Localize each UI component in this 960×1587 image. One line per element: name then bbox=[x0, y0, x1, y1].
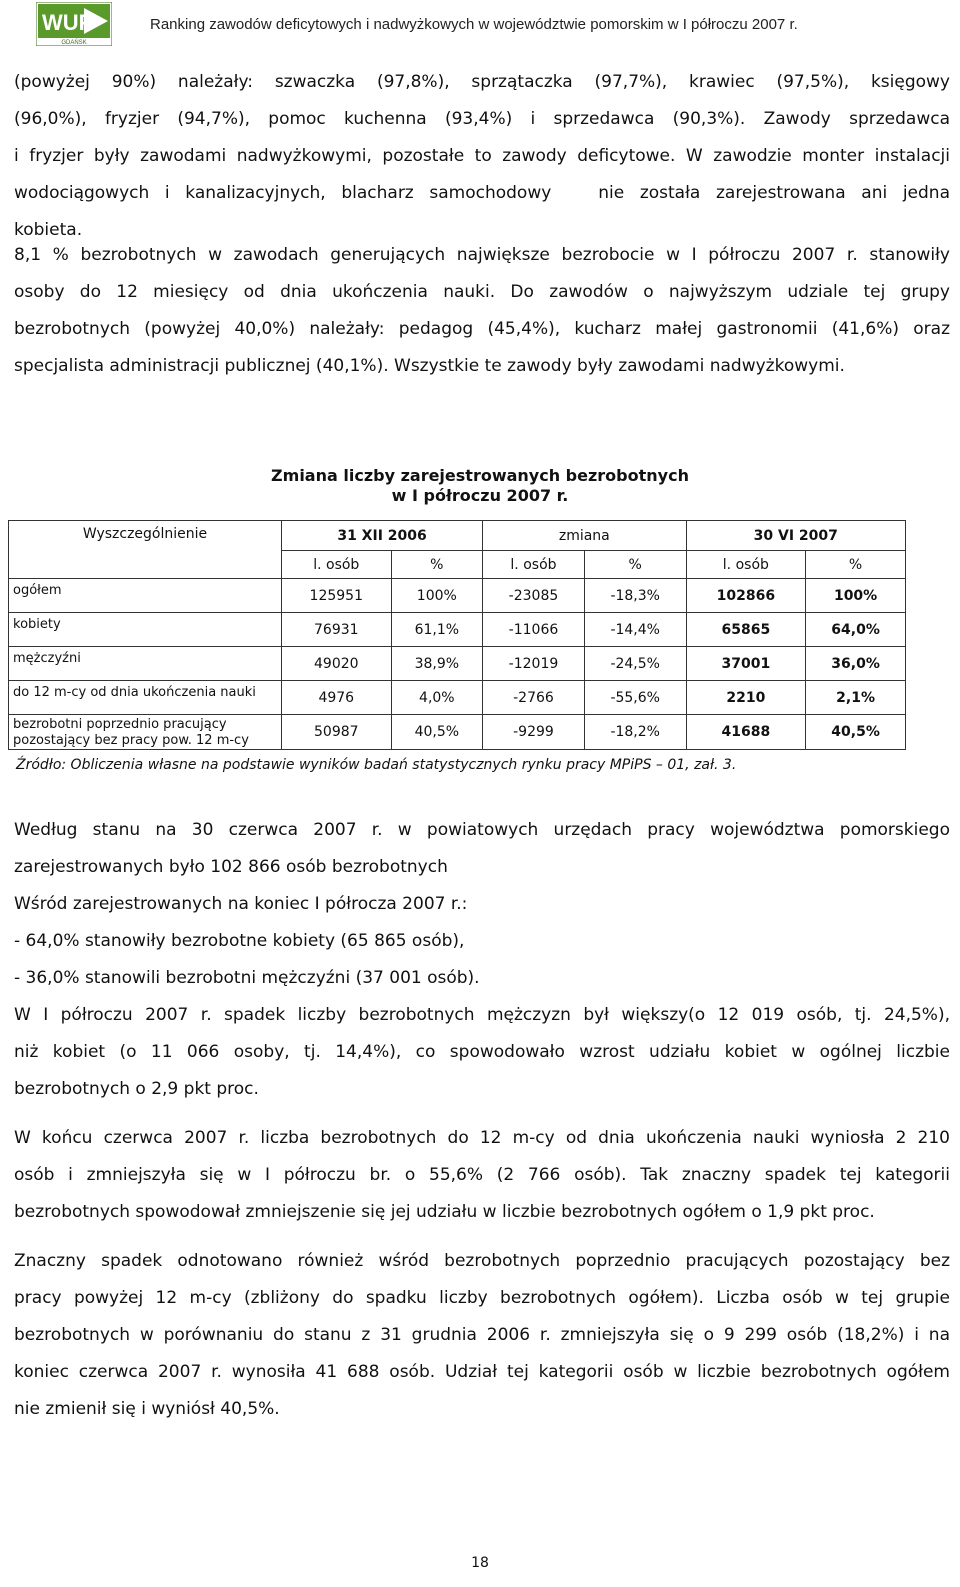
subheader-cell: l. osób bbox=[483, 551, 585, 579]
text-line: (powyżej 90%) należały: szwaczka (97,8%), sprzątaczka (97,7%), krawiec (97,5%), księgowy bbox=[14, 72, 950, 92]
column-header-dec-2006: 31 XII 2006 bbox=[282, 521, 483, 551]
unemployment-table bbox=[8, 520, 906, 750]
text-line: 8,1 % bezrobotnych w zawodach generujących największe bezrobocie w I półroczu 2007 r. stanowiły bbox=[14, 245, 950, 265]
table-cell: -12019 bbox=[483, 647, 585, 681]
text-line: bezrobotnych o 2,9 pkt proc. bbox=[14, 1079, 259, 1099]
row-label: do 12 m-cy od dnia ukończenia nauki bbox=[9, 681, 282, 715]
table-cell: -18,3% bbox=[584, 579, 686, 613]
table-title: Zmiana liczby zarejestrowanych bezrobotnych w I półroczu 2007 r. bbox=[271, 466, 689, 505]
text-line: specjalista administracji publicznej (40,1%). Wszystkie te zawody były zawodami nadwyżkowymi. bbox=[14, 356, 845, 376]
text-line: (96,0%), fryzjer (94,7%), pomoc kuchenna (93,4%) i sprzedawca (90,3%). Zawody sprzedawca bbox=[14, 109, 950, 129]
page-number: 18 bbox=[471, 1555, 489, 1571]
text-line: wodociągowych i kanalizacyjnych, blacharz samochodowy nie została zarejestrowana ani jedna bbox=[14, 183, 950, 203]
text-line: kobieta. bbox=[14, 220, 83, 240]
table-cell: 40,5% bbox=[391, 715, 483, 750]
paragraph-graduates-change bbox=[14, 1120, 950, 1231]
column-header-label: Wyszczególnienie bbox=[9, 521, 282, 579]
table-cell: -18,2% bbox=[584, 715, 686, 750]
table-cell: 37001 bbox=[686, 647, 806, 681]
text-line: bezrobotnych (powyżej 40,0%) należały: pedagog (45,4%), kucharz małej gastronomii (41,6%) oraz bbox=[14, 319, 950, 339]
table-cell: -11066 bbox=[483, 613, 585, 647]
table-cell: -14,4% bbox=[584, 613, 686, 647]
table-cell: 100% bbox=[806, 579, 906, 613]
table-cell: -23085 bbox=[483, 579, 585, 613]
page-header bbox=[0, 0, 960, 50]
table-cell: -24,5% bbox=[584, 647, 686, 681]
table-cell: 2210 bbox=[686, 681, 806, 715]
paragraph-graduates bbox=[14, 237, 950, 385]
table-cell: 38,9% bbox=[391, 647, 483, 681]
table-cell: 41688 bbox=[686, 715, 806, 750]
table-row bbox=[9, 647, 906, 681]
table-cell: 4976 bbox=[282, 681, 392, 715]
table-cell: 49020 bbox=[282, 647, 392, 681]
table-cell: 61,1% bbox=[391, 613, 483, 647]
table-row bbox=[9, 715, 906, 750]
svg-text:WUP: WUP bbox=[42, 10, 94, 35]
wup-gdansk-logo bbox=[36, 2, 112, 46]
table-cell: 125951 bbox=[282, 579, 392, 613]
table-cell: 40,5% bbox=[806, 715, 906, 750]
text-line: pracy powyżej 12 m-cy (zbliżony do spadku liczby bezrobotnych ogółem). Liczba osób w tej grupie bbox=[14, 1288, 950, 1308]
row-label: mężczyźni bbox=[9, 647, 282, 681]
table-header-row bbox=[9, 521, 906, 551]
table-cell: 65865 bbox=[686, 613, 806, 647]
table-cell: 2,1% bbox=[806, 681, 906, 715]
table-row bbox=[9, 613, 906, 647]
text-line: nie zmienił się i wyniósł 40,5%. bbox=[14, 1399, 280, 1419]
text-line: - 36,0% stanowili bezrobotni mężczyźni (37 001 osób). bbox=[14, 968, 480, 988]
text-line: Według stanu na 30 czerwca 2007 r. w powiatowych urzędach pracy województwa pomorskiego bbox=[14, 820, 950, 840]
table-cell: 50987 bbox=[282, 715, 392, 750]
table-row bbox=[9, 681, 906, 715]
row-label: ogółem bbox=[9, 579, 282, 613]
table-cell: 36,0% bbox=[806, 647, 906, 681]
subheader-cell: l. osób bbox=[686, 551, 806, 579]
row-label: bezrobotni poprzednio pracujący pozostający bez pracy pow. 12 m-cy bbox=[9, 715, 282, 750]
header-title: Ranking zawodów deficytowych i nadwyżkowych w województwie pomorskim w I półroczu 2007 r. bbox=[150, 16, 798, 33]
table-row bbox=[9, 579, 906, 613]
table-cell: 64,0% bbox=[806, 613, 906, 647]
text-line: W I półroczu 2007 r. spadek liczby bezrobotnych mężczyzn był większy(o 12 019 osób, tj. 24,5%), bbox=[14, 1005, 950, 1025]
table-cell: -2766 bbox=[483, 681, 585, 715]
text-line: - 64,0% stanowiły bezrobotne kobiety (65 865 osób), bbox=[14, 931, 465, 951]
column-header-change: zmiana bbox=[483, 521, 686, 551]
paragraph-summary bbox=[14, 812, 950, 1108]
column-header-jun-2007: 30 VI 2007 bbox=[686, 521, 905, 551]
subheader-cell: % bbox=[806, 551, 906, 579]
svg-text:GDAŃSK: GDAŃSK bbox=[61, 40, 87, 46]
text-line: niż kobiet (o 11 066 osoby, tj. 14,4%), co spowodowało wzrost udziału kobiet w ogólnej liczbie bbox=[14, 1042, 950, 1062]
subheader-cell: l. osób bbox=[282, 551, 392, 579]
text-line: W końcu czerwca 2007 r. liczba bezrobotnych do 12 m-cy od dnia ukończenia nauki wyniosła 2 210 bbox=[14, 1128, 950, 1148]
text-line: bezrobotnych spowodował zmniejszenie się jej udziału w liczbie bezrobotnych ogółem o 1,9 pkt proc. bbox=[14, 1202, 875, 1222]
paragraph-long-term bbox=[14, 1243, 950, 1428]
text-line: osoby do 12 miesięcy od dnia ukończenia nauki. Do zawodów o najwyższym udziale tej grupy bbox=[14, 282, 950, 302]
subheader-cell: % bbox=[584, 551, 686, 579]
row-label: kobiety bbox=[9, 613, 282, 647]
text-line: zarejestrowanych było 102 866 osób bezrobotnych bbox=[14, 857, 448, 877]
table-cell: 4,0% bbox=[391, 681, 483, 715]
text-line: bezrobotnych w porównaniu do stanu z 31 grudnia 2006 r. zmniejszyła się o 9 299 osób (18,2%) i na bbox=[14, 1325, 950, 1345]
subheader-cell: % bbox=[391, 551, 483, 579]
paragraph-top bbox=[14, 64, 950, 249]
table-cell: 76931 bbox=[282, 613, 392, 647]
text-line: i fryzjer były zawodami nadwyżkowymi, pozostałe to zawody deficytowe. W zawodzie monter instalacji bbox=[14, 146, 950, 166]
text-line: Wśród zarejestrowanych na koniec I półrocza 2007 r.: bbox=[14, 894, 468, 914]
table-cell: -9299 bbox=[483, 715, 585, 750]
table-cell: 102866 bbox=[686, 579, 806, 613]
table-source-note: Źródło: Obliczenia własne na podstawie wyników badań statystycznych rynku pracy MPiPS – 01, zał. 3. bbox=[16, 757, 737, 773]
table-cell: -55,6% bbox=[584, 681, 686, 715]
text-line: koniec czerwca 2007 r. wynosiła 41 688 osób. Udział tej kategorii osób w liczbie bezrobotnych ogółem bbox=[14, 1362, 950, 1382]
text-line: osób i zmniejszyła się w I półroczu br. o 55,6% (2 766 osób). Tak znaczny spadek tej kategorii bbox=[14, 1165, 950, 1185]
table-cell: 100% bbox=[391, 579, 483, 613]
text-line: Znaczny spadek odnotowano również wśród bezrobotnych poprzednio pracujących pozostający bez bbox=[14, 1251, 950, 1271]
